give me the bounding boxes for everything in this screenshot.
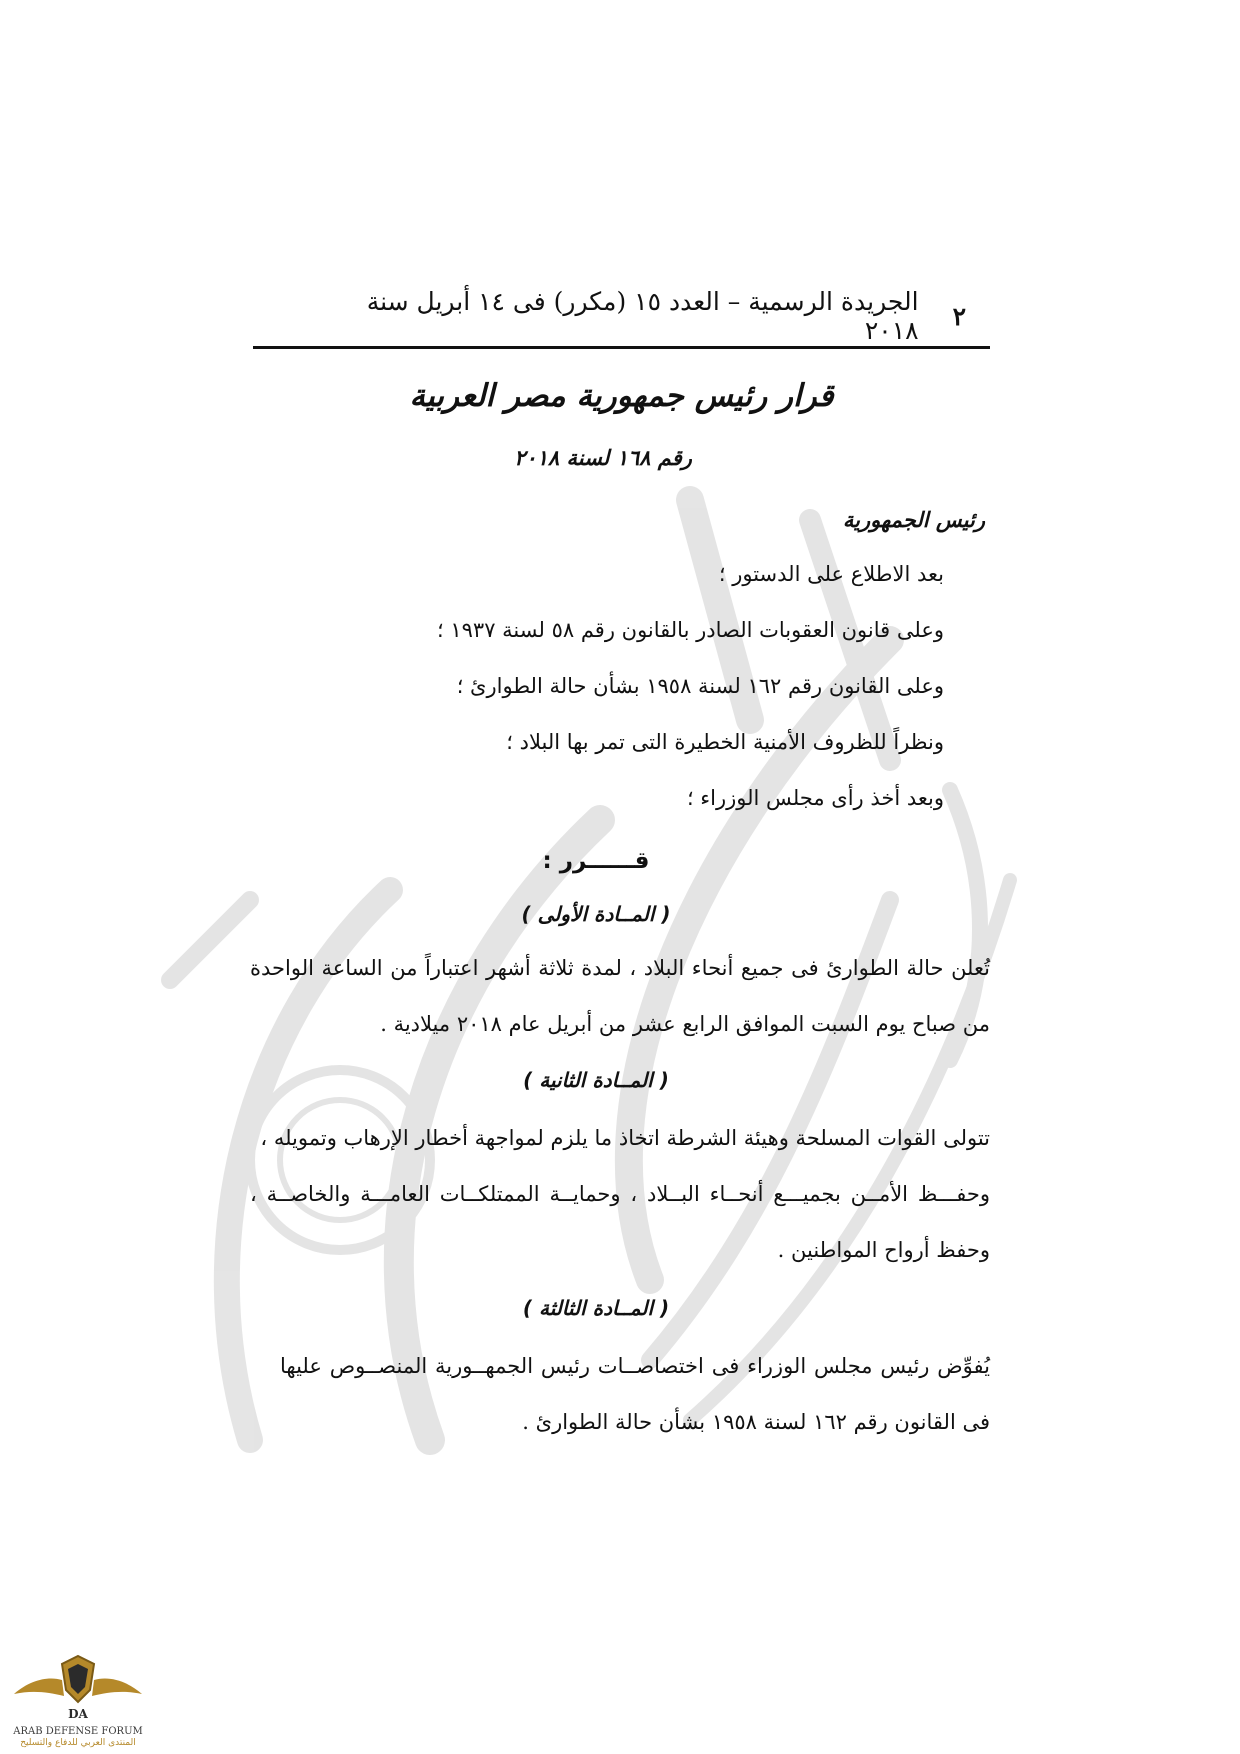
logo-letters: DA [68, 1707, 88, 1721]
decreed-heading: قــــــرر : [542, 848, 650, 874]
winged-shield-icon [8, 1650, 148, 1726]
article-2-line: وحفظ أرواح المواطنين . [777, 1238, 990, 1262]
arab-defense-forum-logo [8, 1650, 148, 1750]
header-divider [253, 346, 990, 349]
article-1-line: تُعلن حالة الطوارئ فى جميع أنحاء البلاد ، لمدة ثلاثة أشهر اعتباراً من الساعة الواحدة [250, 956, 990, 980]
running-header [336, 287, 966, 345]
decree-number: رقم ١٦٨ لسنة ٢٠١٨ [514, 446, 692, 470]
article-3-title: ( المــادة الثالثة ) [522, 1296, 670, 1320]
preamble-line: وبعد أخذ رأى مجلس الوزراء ؛ [686, 786, 944, 810]
article-3-line: يُفوِّض رئيس مجلس الوزراء فى اختصاصــات رئيس الجمهــورية المنصــوص عليها [280, 1354, 990, 1378]
preamble-line: وعلى قانون العقوبات الصادر بالقانون رقم ٥٨ لسنة ١٩٣٧ ؛ [437, 618, 944, 642]
gazette-issue-title: الجريدة الرسمية – العدد ١٥ (مكرر) فى ١٤ أبريل سنة ٢٠١٨ [366, 287, 919, 345]
page-number: ٢ [952, 301, 966, 331]
article-3-line: فى القانون رقم ١٦٢ لسنة ١٩٥٨ بشأن حالة الطوارئ . [522, 1410, 990, 1434]
article-2-line: وحفـــظ الأمــن بجميـــع أنحــاء البــلاد ، وحمايــة الممتلكــات العامـــة والخاصــة ، [250, 1182, 990, 1206]
forum-name-arabic: المنتدى العربي للدفاع والتسليح [20, 1738, 136, 1748]
article-2-line: تتولى القوات المسلحة وهيئة الشرطة اتخاذ ما يلزم لمواجهة أخطار الإرهاب وتمويله ، [260, 1126, 990, 1150]
article-1-title: ( المــادة الأولى ) [521, 902, 671, 926]
preamble-line: ونظراً للظروف الأمنية الخطيرة التى تمر بها البلاد ؛ [506, 730, 944, 754]
issuer-heading: رئيس الجمهورية [842, 508, 985, 532]
article-2-title: ( المــادة الثانية ) [523, 1068, 669, 1092]
preamble-line: بعد الاطلاع على الدستور ؛ [718, 562, 944, 586]
preamble-line: وعلى القانون رقم ١٦٢ لسنة ١٩٥٨ بشأن حالة الطوارئ ؛ [456, 674, 944, 698]
decree-title: قرار رئيس جمهورية مصر العربية [409, 378, 834, 414]
article-1-line: من صباح يوم السبت الموافق الرابع عشر من أبريل عام ٢٠١٨ ميلادية . [380, 1012, 990, 1036]
forum-name: ARAB DEFENSE FORUM [13, 1726, 143, 1737]
